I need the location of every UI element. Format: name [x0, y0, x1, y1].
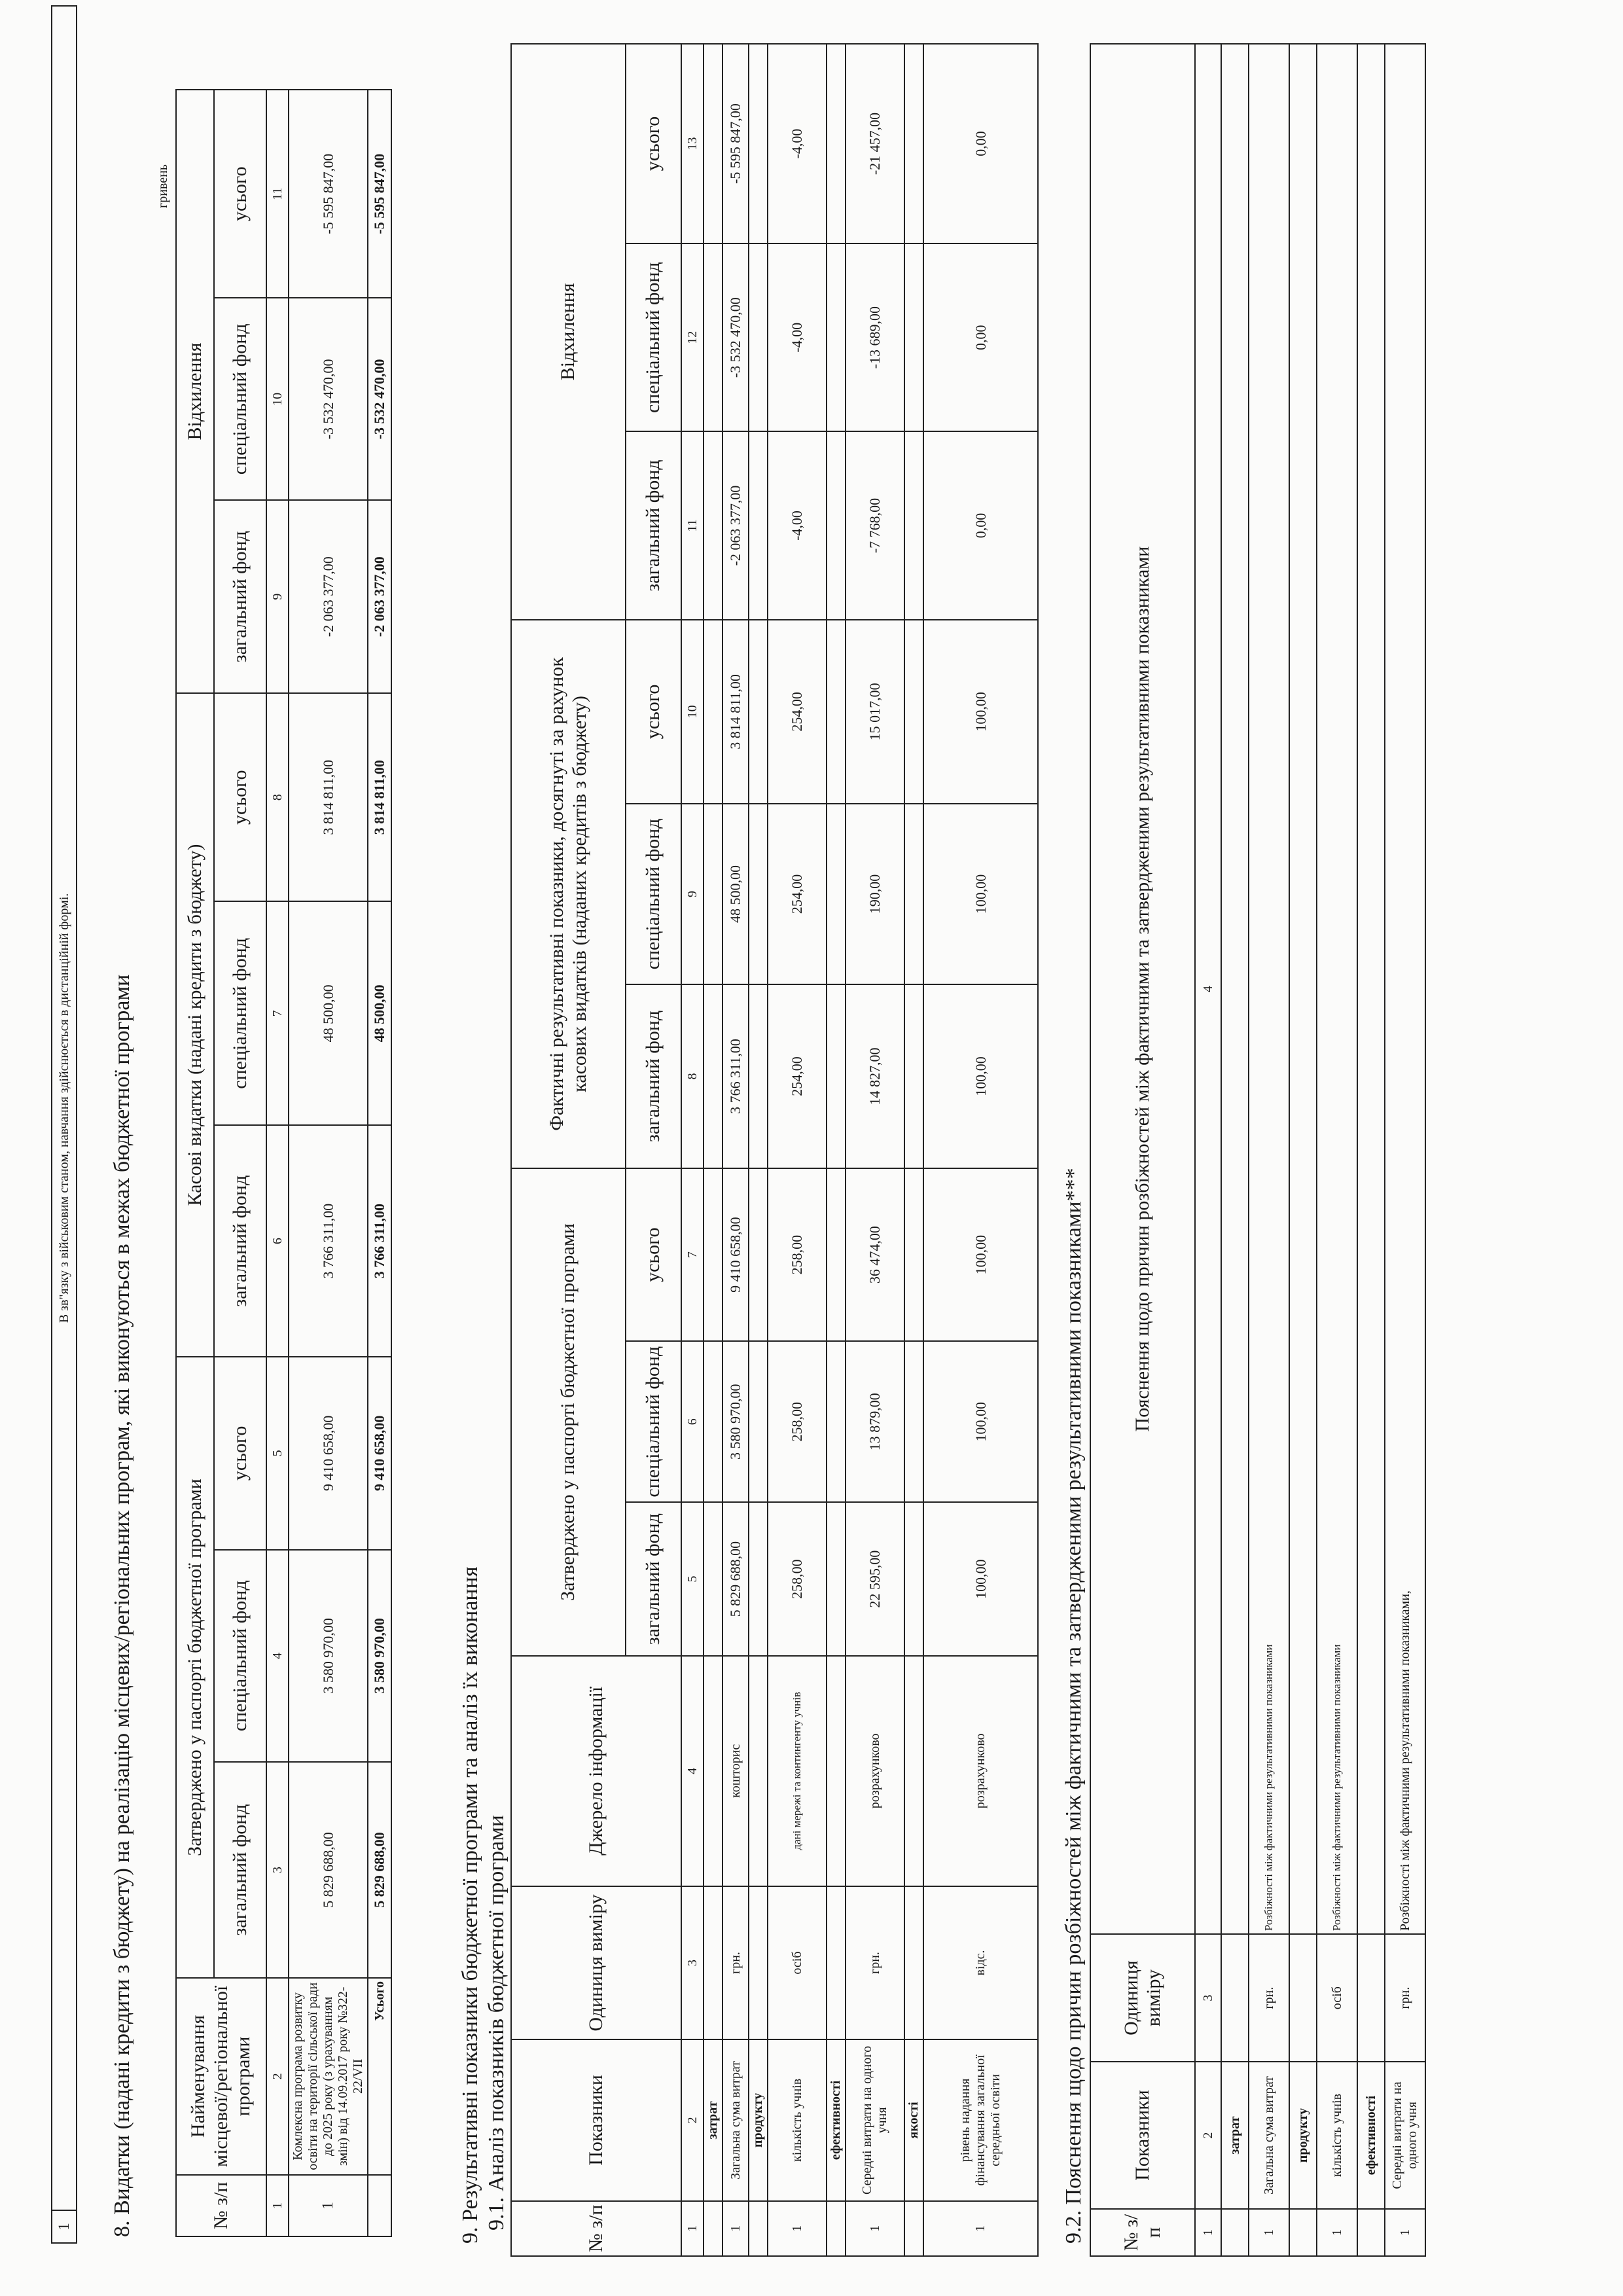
- s8-colnum: 9: [266, 500, 289, 693]
- s9-group-blank: [904, 2201, 923, 2256]
- s9-group-blank: [904, 984, 923, 1168]
- s9-row-val: 0,00: [923, 44, 1038, 243]
- s8-h-dev: Відхилення: [176, 90, 214, 693]
- s8-colnum: 10: [266, 298, 289, 500]
- s9-colnum: 2: [681, 2039, 704, 2200]
- s9-row-name: рівень надання фінансування загальної середньої освіти: [923, 2039, 1038, 2200]
- s92-group-blank: [1289, 1934, 1317, 2062]
- s92-row-expl: Розбіжності між фактичними результативними показниками: [1317, 44, 1357, 1934]
- s8-row-val: 9 410 658,00: [289, 1357, 368, 1550]
- s9-h-spec-1: спеціальний фонд: [626, 1341, 681, 1502]
- s8-total-val: 3 814 811,00: [368, 693, 391, 901]
- s9-group-blank: [704, 2201, 722, 2256]
- s9-group-blank: [827, 2201, 846, 2256]
- s9-row-val: 100,00: [923, 984, 1038, 1168]
- s92-colnum: 3: [1195, 1934, 1221, 2062]
- s9-group-label: якості: [904, 2039, 923, 2200]
- s8-total-val: 3 766 311,00: [368, 1125, 391, 1357]
- s8-total-val: -2 063 377,00: [368, 500, 391, 693]
- s9-row-val: -4,00: [768, 431, 827, 619]
- s9-row-val: 36 474,00: [846, 1168, 904, 1341]
- s92-group-label: затрат: [1221, 2062, 1249, 2209]
- s9-group-blank: [904, 620, 923, 804]
- s92-group-label: ефективності: [1357, 2062, 1385, 2209]
- s9-h-unit: Одиниця виміру: [511, 1886, 681, 2040]
- s92-group-blank: [1357, 2209, 1385, 2256]
- s9-row-val: 258,00: [768, 1502, 827, 1656]
- s9-group-blank: [704, 1168, 722, 1341]
- s9-data-row: [768, 44, 827, 2256]
- s9-row-val: 22 595,00: [846, 1502, 904, 1656]
- s9-row-name: Загальна сума витрат: [722, 2039, 749, 2200]
- s9-h-approved: Затверджено у паспорті бюджетної програми: [511, 1168, 626, 1656]
- s92-h-ind: Показники: [1090, 2062, 1195, 2209]
- s9-group-blank: [827, 431, 846, 619]
- s9-row-val: 3 766 311,00: [722, 984, 749, 1168]
- s9-group-blank: [704, 1656, 722, 1886]
- s9-row-val: 258,00: [768, 1168, 827, 1341]
- s9-row-val: -4,00: [768, 44, 827, 243]
- s9-group-blank: [904, 1656, 923, 1886]
- s9-group-blank: [704, 431, 722, 619]
- s9-group-blank: [904, 431, 923, 619]
- section8-table: [175, 89, 392, 2237]
- s8-row-val: -5 595 847,00: [289, 90, 368, 298]
- s8-row-val: 48 500,00: [289, 901, 368, 1125]
- s9-h-total-2: усього: [626, 620, 681, 804]
- s9-colnum: 11: [681, 431, 704, 619]
- s9-row-val: 254,00: [768, 620, 827, 804]
- s9-group-blank: [749, 804, 768, 984]
- s8-row-val: -2 063 377,00: [289, 500, 368, 693]
- s8-colnum: 11: [266, 90, 289, 298]
- s9-row-val: 9 410 658,00: [722, 1168, 749, 1341]
- s8-row-name: Комлексна програма розвитку освіти на території сільської ради до 2025 року (з урахуванням змін) від 14.09.2017 року №322-22/VII: [289, 1978, 368, 2175]
- s9-h-dev: Відхилення: [511, 44, 626, 620]
- s9-group-blank: [827, 1886, 846, 2040]
- s9-group-blank: [749, 1886, 768, 2040]
- s9-group-label: продукту: [749, 2039, 768, 2200]
- s9-h-total-1: усього: [626, 1168, 681, 1341]
- section9-subtitle: 9.1. Аналіз показників бюджетної програми: [484, 1815, 508, 2231]
- s9-group-blank: [749, 431, 768, 619]
- s92-group-blank: [1289, 2209, 1317, 2256]
- s9-group-blank: [749, 1168, 768, 1341]
- s8-h-spec-2: спеціальний фонд: [214, 901, 266, 1125]
- s9-row-val: 100,00: [923, 1341, 1038, 1502]
- s8-row-val: 5 829 688,00: [289, 1762, 368, 1978]
- s9-row-val: 258,00: [768, 1341, 827, 1502]
- s8-h-total-3: усього: [214, 90, 266, 298]
- s9-group-blank: [704, 620, 722, 804]
- s9-row-val: 0,00: [923, 243, 1038, 431]
- s9-group-blank: [704, 804, 722, 984]
- s92-colnum: 1: [1195, 2209, 1221, 2256]
- s9-group-label: затрат: [704, 2039, 722, 2200]
- s8-h-num: № з/п: [176, 2175, 266, 2236]
- s8-h-approved: Затверджено у паспорті бюджетної програми: [176, 1357, 214, 1978]
- s9-group-blank: [749, 44, 768, 243]
- s9-row-src: розрахунково: [846, 1656, 904, 1886]
- s9-h-spec-2: спеціальний фонд: [626, 804, 681, 984]
- s92-row-expl: Розбіжності між фактичними результативними показниками: [1249, 44, 1289, 1934]
- s9-h-gen-1: загальний фонд: [626, 1502, 681, 1656]
- s8-row-val: -3 532 470,00: [289, 298, 368, 500]
- s9-row-num: 1: [722, 2201, 749, 2256]
- s9-group-blank: [704, 44, 722, 243]
- s9-group-blank: [749, 1502, 768, 1656]
- s8-h-spec-3: спеціальний фонд: [214, 298, 266, 500]
- s9-row-unit: відс.: [923, 1886, 1038, 2040]
- s92-row-unit: грн.: [1385, 1934, 1425, 2062]
- s9-row-val: -3 532 470,00: [722, 243, 749, 431]
- top-row-num: 1: [52, 2210, 77, 2243]
- s8-colnum: 5: [266, 1357, 289, 1550]
- s92-group-blank: [1221, 44, 1249, 1934]
- s9-row-val: 254,00: [768, 984, 827, 1168]
- s9-row-val: 5 829 688,00: [722, 1502, 749, 1656]
- section9-title: 9. Результативні показники бюджетної програми та аналіз їх виконання: [458, 1566, 482, 2244]
- s9-row-val: 100,00: [923, 620, 1038, 804]
- s9-group-blank: [827, 44, 846, 243]
- s9-row-val: -13 689,00: [846, 243, 904, 431]
- s9-h-gen-2: загальний фонд: [626, 984, 681, 1168]
- s8-h-total-2: усього: [214, 693, 266, 901]
- s9-row-num: 1: [923, 2201, 1038, 2256]
- s9-group-blank: [704, 1502, 722, 1656]
- s9-group-blank: [704, 243, 722, 431]
- s92-group-label: продукту: [1289, 2062, 1317, 2209]
- s8-colnum: 1: [266, 2175, 289, 2236]
- s9-data-row: [923, 44, 1038, 2256]
- s8-total-val: 3 580 970,00: [368, 1550, 391, 1762]
- s9-h-src: Джерело інформації: [511, 1656, 681, 1886]
- section8-title: 8. Видатки (надані кредити з бюджету) на реалізацію місцевих/регіональних програм, які виконуються в межах бюджетної програми: [110, 974, 134, 2237]
- s9-group-blank: [904, 1341, 923, 1502]
- s9-row-unit: грн.: [722, 1886, 749, 2040]
- s92-h-unit: Одиниця виміру: [1090, 1934, 1195, 2062]
- s9-row-src: дані мережі та контингенту учнів: [768, 1656, 827, 1886]
- s8-h-total-1: усього: [214, 1357, 266, 1550]
- s8-total-val: -3 532 470,00: [368, 298, 391, 500]
- s9-colnum: 12: [681, 243, 704, 431]
- s9-group-blank: [904, 1168, 923, 1341]
- s9-group-blank: [704, 984, 722, 1168]
- s9-row-num: 1: [768, 2201, 827, 2256]
- s8-row-num: 1: [289, 2175, 368, 2236]
- s8-total-val: 48 500,00: [368, 901, 391, 1125]
- s9-colnum: 9: [681, 804, 704, 984]
- s92-row-num: 1: [1317, 2209, 1357, 2256]
- s9-colnum: 4: [681, 1656, 704, 1886]
- s92-group-blank: [1221, 1934, 1249, 2062]
- s92-row-name: кількість учнів: [1317, 2062, 1357, 2209]
- s9-group-blank: [827, 1168, 846, 1341]
- s9-group-blank: [827, 1656, 846, 1886]
- s9-group-blank: [904, 243, 923, 431]
- s9-row-val: 254,00: [768, 804, 827, 984]
- s8-total-val: 9 410 658,00: [368, 1357, 391, 1550]
- s8-total-val: 5 829 688,00: [368, 1762, 391, 1978]
- s9-group-blank: [904, 804, 923, 984]
- s9-h-spec-3: спеціальний фонд: [626, 243, 681, 431]
- s9-row-val: -4,00: [768, 243, 827, 431]
- s9-colnum: 6: [681, 1341, 704, 1502]
- s8-colnum: 4: [266, 1550, 289, 1762]
- s9-h-ind: Показники: [511, 2039, 681, 2200]
- s9-group-label: ефективності: [827, 2039, 846, 2200]
- s9-row-val: 48 500,00: [722, 804, 749, 984]
- s92-row-unit: грн.: [1249, 1934, 1289, 2062]
- s9-h-actual: Фактичні результативні показники, досягнуті за рахунок касових видатків (наданих кредитів з бюджету): [511, 620, 626, 1169]
- s8-colnum: 2: [266, 1978, 289, 2175]
- s8-colnum: 7: [266, 901, 289, 1125]
- s9-row-val: 100,00: [923, 1502, 1038, 1656]
- s8-total-blank: [368, 2175, 391, 2236]
- s9-group-blank: [749, 243, 768, 431]
- s9-row-num: 1: [846, 2201, 904, 2256]
- s9-group-blank: [904, 44, 923, 243]
- s8-h-gen-2: загальний фонд: [214, 1125, 266, 1357]
- s9-group-blank: [749, 1656, 768, 1886]
- s9-colnum: 7: [681, 1168, 704, 1341]
- s9-colnum: 1: [681, 2201, 704, 2256]
- s9-row-unit: осіб: [768, 1886, 827, 2040]
- s9-row-name: кількість учнів: [768, 2039, 827, 2200]
- s9-data-row: [722, 44, 749, 2256]
- s92-row-unit: осіб: [1317, 1934, 1357, 2062]
- s9-group-blank: [704, 1886, 722, 2040]
- s9-row-val: 0,00: [923, 431, 1038, 619]
- s92-group-blank: [1357, 44, 1385, 1934]
- section92-table: [1090, 43, 1426, 2257]
- s9-row-val: 3 814 811,00: [722, 620, 749, 804]
- s92-row-name: Середні витрати на одного учня: [1385, 2062, 1425, 2209]
- s92-group-blank: [1357, 1934, 1385, 2062]
- s9-group-blank: [827, 984, 846, 1168]
- s9-group-blank: [749, 620, 768, 804]
- s9-colnum: 10: [681, 620, 704, 804]
- s9-row-val: -2 063 377,00: [722, 431, 749, 619]
- s92-h-num: № з/п: [1090, 2209, 1195, 2256]
- s9-row-val: 15 017,00: [846, 620, 904, 804]
- s9-row-val: -5 595 847,00: [722, 44, 749, 243]
- section9-table: [510, 43, 1039, 2257]
- s8-total-val: -5 595 847,00: [368, 90, 391, 298]
- section8-unit: гривень: [156, 164, 170, 208]
- top-row-table: [51, 5, 77, 2244]
- s9-group-blank: [749, 984, 768, 1168]
- s92-group-blank: [1289, 44, 1317, 1934]
- s8-row-val: 3 814 811,00: [289, 693, 368, 901]
- top-row-text: В зв"язку з військовим станом, навчання здійснюється в дистанційній формі.: [52, 6, 77, 2210]
- s9-row-val: -21 457,00: [846, 44, 904, 243]
- s9-group-blank: [749, 2201, 768, 2256]
- s9-group-blank: [827, 620, 846, 804]
- s9-row-val: 190,00: [846, 804, 904, 984]
- s92-colnum: 2: [1195, 2062, 1221, 2209]
- s9-group-blank: [904, 1886, 923, 2040]
- s9-group-blank: [749, 1341, 768, 1502]
- s9-row-val: 3 580 970,00: [722, 1341, 749, 1502]
- s9-colnum: 3: [681, 1886, 704, 2040]
- s9-group-blank: [704, 1341, 722, 1502]
- s9-row-val: 14 827,00: [846, 984, 904, 1168]
- s9-group-blank: [827, 1502, 846, 1656]
- s8-row-val: 3 766 311,00: [289, 1125, 368, 1357]
- s9-colnum: 5: [681, 1502, 704, 1656]
- s9-h-num: № з/п: [511, 2201, 681, 2256]
- s9-group-blank: [904, 1502, 923, 1656]
- s8-total-label: Усього: [368, 1978, 391, 2175]
- s9-data-row: [846, 44, 904, 2256]
- s92-h-expl: Пояснення щодо причин розбіжностей між фактичними та затвердженими результативними показниками: [1090, 44, 1195, 1934]
- s8-h-cash: Касові видатки (надані кредити з бюджету): [176, 693, 214, 1357]
- s9-row-src: розрахунково: [923, 1656, 1038, 1886]
- s92-data-row: [1385, 44, 1425, 2256]
- s92-colnum: 4: [1195, 44, 1221, 1934]
- s8-h-spec-1: спеціальний фонд: [214, 1550, 266, 1762]
- s9-h-gen-3: загальний фонд: [626, 431, 681, 619]
- s8-colnum: 3: [266, 1762, 289, 1978]
- s9-group-blank: [827, 1341, 846, 1502]
- s9-row-val: -7 768,00: [846, 431, 904, 619]
- s9-group-blank: [827, 243, 846, 431]
- s8-colnum: 8: [266, 693, 289, 901]
- s9-row-unit: грн.: [846, 1886, 904, 2040]
- s9-colnum: 13: [681, 44, 704, 243]
- section92-title: 9.2. Пояснення щодо причин розбіжностей між фактичними та затвердженими результативними показниками***: [1061, 1168, 1086, 2244]
- s9-row-name: Середні витрати на одного учня: [846, 2039, 904, 2200]
- s8-colnum: 6: [266, 1125, 289, 1357]
- s9-row-val: 100,00: [923, 1168, 1038, 1341]
- s8-h-name: Найменування місцевої/регіональної програми: [176, 1978, 266, 2175]
- s8-h-gen-3: загальний фонд: [214, 500, 266, 693]
- s9-h-total-3: усього: [626, 44, 681, 243]
- s9-row-src: кошторис: [722, 1656, 749, 1886]
- s8-row-val: 3 580 970,00: [289, 1550, 368, 1762]
- s92-row-expl: Розбіжності між фактичними результативними показниками,: [1385, 44, 1425, 1934]
- s92-data-row: [1249, 44, 1289, 2256]
- s9-colnum: 8: [681, 984, 704, 1168]
- s92-row-name: Загальна сума витрат: [1249, 2062, 1289, 2209]
- s9-row-val: 100,00: [923, 804, 1038, 984]
- s8-h-gen-1: загальний фонд: [214, 1762, 266, 1978]
- s9-group-blank: [827, 804, 846, 984]
- s92-data-row: [1317, 44, 1357, 2256]
- s9-row-val: 13 879,00: [846, 1341, 904, 1502]
- s92-group-blank: [1221, 2209, 1249, 2256]
- s92-row-num: 1: [1385, 2209, 1425, 2256]
- s92-row-num: 1: [1249, 2209, 1289, 2256]
